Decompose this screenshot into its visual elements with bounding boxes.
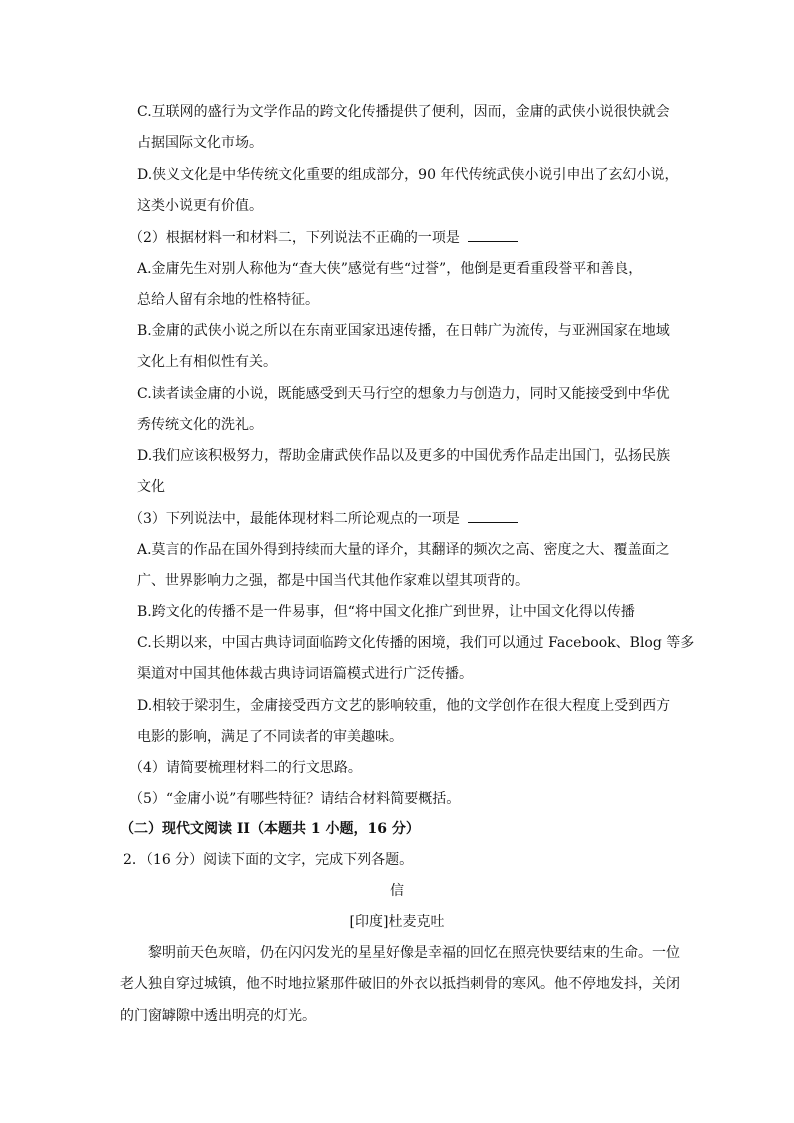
story-paragraph-line-3: 的门窗罅隙中透出明亮的灯光。 <box>120 1008 316 1024</box>
question-3 <box>129 509 689 529</box>
story-author: [印度]杜麦克吐 <box>349 914 445 930</box>
answer-blank <box>468 510 518 523</box>
option-d-line-1: D.侠义文化是中华传统文化重要的组成部分，90 年代传统武侠小说引申出了玄幻小说， <box>137 167 679 183</box>
story-paragraph-line-2: 老人独自穿过城镇，他不时地拉紧那件破旧的外衣以抵挡刺骨的寒风。他不停地发抖，关闭 <box>120 976 680 992</box>
q3-option-c-line-1: C.长期以来，中国古典诗词面临跨文化传播的困境，我们可以通过 Facebook、Blog 等多 <box>137 635 695 651</box>
q3-option-b-line-1: B.跨文化的传播不是一件易事，但“将中国文化推广到世界，让中国文化得以传播 <box>137 604 635 620</box>
question-4: （4）请简要梳理材料二的行文思路。 <box>129 760 362 776</box>
q2-option-d-line-1: D.我们应该积极努力，帮助金庸武侠作品以及更多的中国优秀作品走出国门，弘扬民族 <box>137 448 671 464</box>
option-c-line-1: C.互联网的盛行为文学作品的跨文化传播提供了便利，因而，金庸的武侠小说很快就会 <box>137 104 670 120</box>
question-2 <box>129 228 689 248</box>
question-2-intro: 2．（16 分）阅读下面的文字，完成下列各题。 <box>123 852 414 868</box>
story-title: 信 <box>390 883 404 899</box>
option-d-line-2: 这类小说更有价值。 <box>137 198 263 214</box>
q3-option-c-line-2: 渠道对中国其他体裁古典诗词语篇模式进行广泛传播。 <box>137 666 473 682</box>
q2-option-c-line-1: C.读者读金庸的小说，既能感受到天马行空的想象力与创造力，同时又能接受到中华优 <box>137 386 670 402</box>
q2-option-c-line-2: 秀传统文化的洗礼。 <box>137 417 263 433</box>
q2-option-a-line-1: A.金庸先生对别人称他为“查大侠”感觉有些“过誉”，他倒是更看重段誉平和善良， <box>137 261 643 277</box>
q3-option-d-line-2: 电影的影响，满足了不同读者的审美趣味。 <box>137 729 403 745</box>
q3-option-d-line-1: D.相较于梁羽生，金庸接受西方文艺的影响较重，他的文学创作在很大程度上受到西方 <box>137 698 671 714</box>
q3-option-a-line-1: A.莫言的作品在国外得到持续而大量的译介，其翻译的频次之高、密度之大、覆盖面之 <box>137 542 670 558</box>
section-heading: （二）现代文阅读 II（本题共 1 小题，16 分） <box>120 821 420 837</box>
story-paragraph-line-1: 黎明前天色灰暗，仍在闪闪发光的星星好像是幸福的回忆在照亮快要结束的生命。一位 <box>148 945 680 961</box>
q2-option-b-line-2: 文化上有相似性有关。 <box>137 354 277 370</box>
question-5: （5）“金庸小说”有哪些特征？请结合材料简要概括。 <box>129 791 461 807</box>
q2-option-a-line-2: 总给人留有余地的性格特征。 <box>137 292 319 308</box>
option-c-line-2: 占据国际文化市场。 <box>137 135 263 151</box>
q2-option-b-line-1: B.金庸的武侠小说之所以在东南亚国家迅速传播，在日韩广为流传，与亚洲国家在地域 <box>137 323 670 339</box>
answer-blank <box>468 229 518 242</box>
question-2-text: （2）根据材料一和材料二，下列说法不正确的一项是 <box>129 230 460 246</box>
q2-option-d-line-2: 文化 <box>137 479 165 495</box>
q3-option-a-line-2: 广、世界影响力之强，都是中国当代其他作家难以望其项背的。 <box>137 573 529 589</box>
question-3-text: （3）下列说法中，最能体现材料二所论观点的一项是 <box>129 511 460 527</box>
